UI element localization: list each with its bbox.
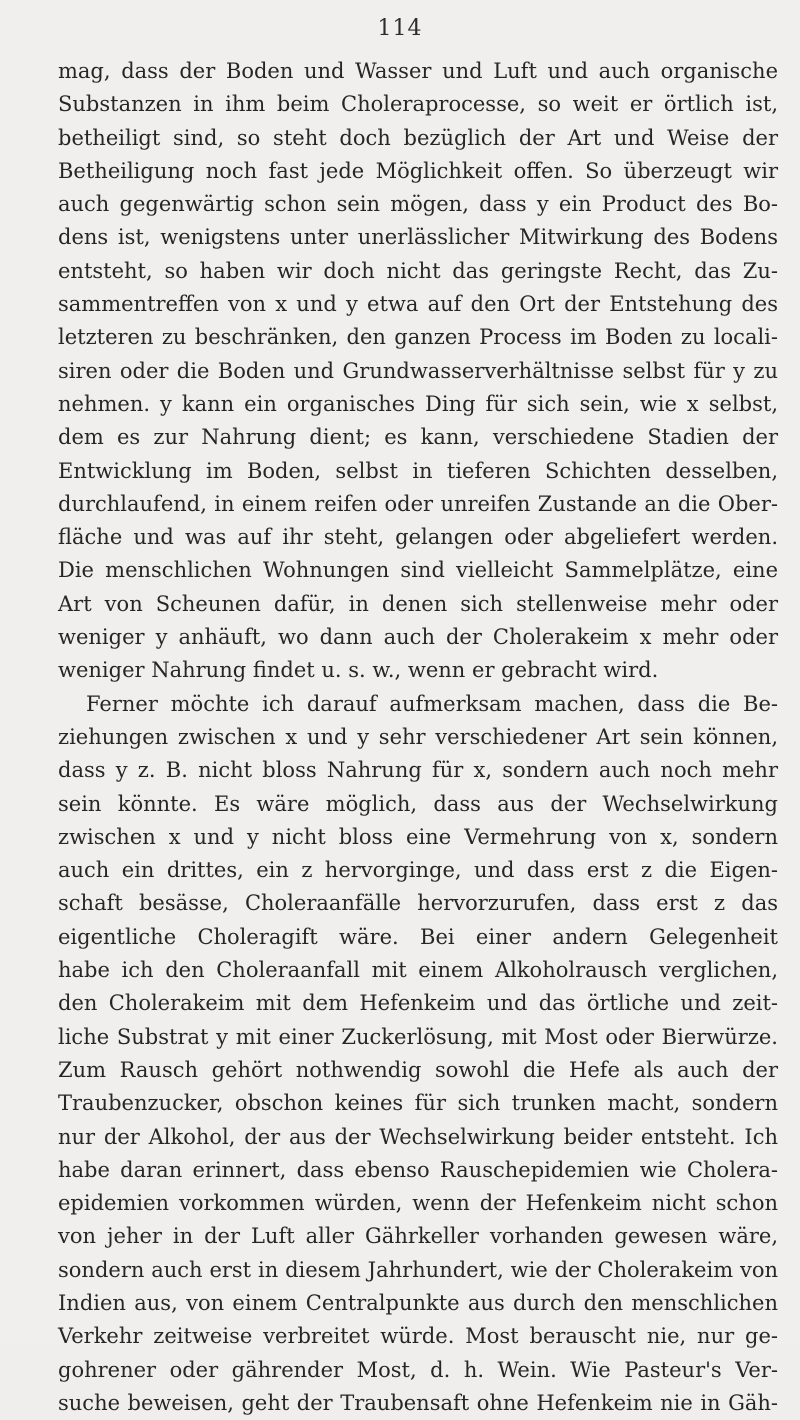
text-line: entsteht, so haben wir doch nicht das geringste Recht, das Zu- [58, 258, 778, 283]
text-line: Betheiligung noch fast jede Möglichkeit offen. So überzeugt wir [58, 158, 778, 183]
text-line: nehmen. y kann ein organisches Ding für sich sein, wie x selbst, [58, 391, 778, 416]
text-line: sammentreffen von x und y etwa auf den Ort der Entstehung des [58, 292, 778, 317]
text-line: habe ich den Choleraanfall mit einem Alkoholrausch verglichen, [58, 958, 778, 983]
text-line: nur der Alkohol, der aus der Wechselwirkung beider entsteht. Ich [58, 1124, 778, 1149]
text-line: sondern auch erst in diesem Jahrhundert, wie der Cholerakeim von [58, 1257, 778, 1282]
text-line: siren oder die Boden und Grundwasserverhältnisse selbst für y zu [58, 358, 778, 383]
text-line: liche Substrat y mit einer Zuckerlösung, mit Most oder Bierwürze. [58, 1024, 778, 1049]
text-line: weniger y anhäuft, wo dann auch der Cholerakeim x mehr oder [58, 625, 778, 650]
body-text [58, 55, 778, 1420]
text-line: Zum Rausch gehört nothwendig sowohl die Hefe als auch der [58, 1057, 778, 1082]
text-line: fläche und was auf ihr steht, gelangen oder abgeliefert werden. [58, 525, 778, 550]
text-line: Art von Scheunen dafür, in denen sich stellenweise mehr oder [58, 591, 778, 616]
text-line: Traubenzucker, obschon keines für sich trunken macht, sondern [58, 1091, 778, 1116]
text-line: zwischen x und y nicht bloss eine Vermehrung von x, sondern [58, 824, 778, 849]
text-line: gohrener oder gährender Most, d. h. Wein. Wie Pasteur's Ver- [58, 1357, 778, 1382]
page-number: 114 [377, 16, 423, 41]
text-line: weniger Nahrung findet u. s. w., wenn er gebracht wird. [58, 658, 659, 683]
text-line: Die menschlichen Wohnungen sind vielleicht Sammelplätze, eine [58, 558, 778, 583]
text-line: auch gegenwärtig schon sein mögen, dass y ein Product des Bo- [58, 192, 778, 217]
text-line: auch ein drittes, ein z hervorginge, und dass erst z die Eigen- [58, 858, 778, 883]
text-line: Verkehr zeitweise verbreitet würde. Most berauscht nie, nur ge- [58, 1324, 778, 1349]
text-line: dem es zur Nahrung dient; es kann, verschiedene Stadien der [58, 425, 778, 450]
text-line: Entwicklung im Boden, selbst in tieferen Schichten desselben, [58, 458, 778, 483]
text-line: epidemien vorkommen würden, wenn der Hefenkeim nicht schon [58, 1191, 778, 1216]
text-line: den Cholerakeim mit dem Hefenkeim und das örtliche und zeit- [58, 991, 778, 1016]
text-line: betheiligt sind, so steht doch bezüglich der Art und Weise der [58, 125, 778, 150]
text-line: letzteren zu beschränken, den ganzen Process im Boden zu locali- [58, 325, 778, 350]
text-line: Indien aus, von einem Centralpunkte aus durch den menschlichen [58, 1290, 778, 1315]
text-line: eigentliche Choleragift wäre. Bei einer andern Gelegenheit [58, 924, 778, 949]
text-line: sein könnte. Es wäre möglich, dass aus der Wechselwirkung [58, 791, 778, 816]
text-line: habe daran erinnert, dass ebenso Rauschepidemien wie Cholera- [58, 1157, 778, 1182]
text-line: schaft besässe, Choleraanfälle hervorzurufen, dass erst z das [58, 891, 778, 916]
text-line: ziehungen zwischen x und y sehr verschiedener Art sein können, [58, 724, 778, 749]
text-line: suche beweisen, geht der Traubensaft ohne Hefenkeim nie in Gäh- [58, 1390, 778, 1415]
text-line: dens ist, wenigstens unter unerlässlicher Mitwirkung des Bodens [58, 225, 778, 250]
text-line: mag, dass der Boden und Wasser und Luft und auch organische [58, 59, 778, 83]
text-line: von jeher in der Luft aller Gährkeller vorhanden gewesen wäre, [58, 1224, 778, 1249]
text-line: durchlaufend, in einem reifen oder unreifen Zustande an die Ober- [58, 491, 778, 516]
text-line: Substanzen in ihm beim Choleraprocesse, so weit er örtlich ist, [58, 92, 778, 117]
text-line: dass y z. B. nicht bloss Nahrung für x, sondern auch noch mehr [58, 758, 778, 783]
text-line: Ferner möchte ich darauf aufmerksam machen, dass die Be- [86, 691, 778, 716]
